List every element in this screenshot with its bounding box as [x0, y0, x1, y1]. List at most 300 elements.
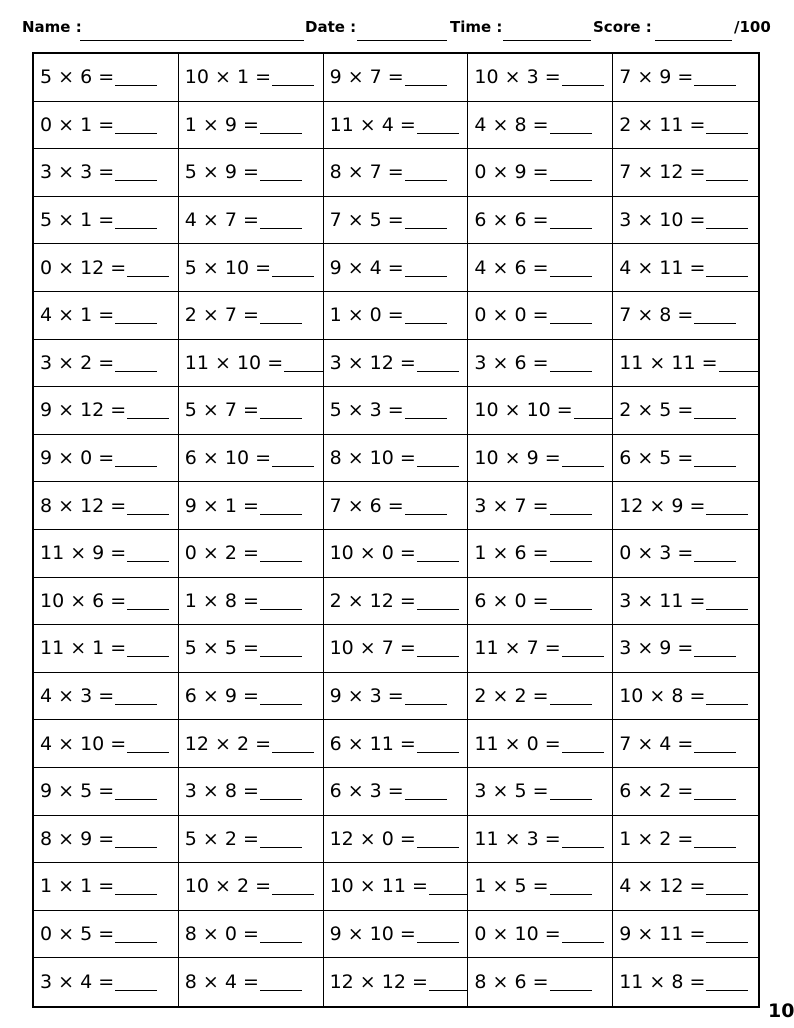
problem-text: 12 × 0 =: [329, 827, 416, 850]
problem-text: 9 × 1 =: [184, 494, 259, 517]
answer-blank[interactable]: [260, 401, 302, 419]
answer-blank[interactable]: [550, 259, 592, 277]
answer-blank[interactable]: [115, 830, 157, 848]
problem-cell: [179, 292, 324, 340]
answer-blank[interactable]: [405, 68, 447, 86]
problem-text: 8 × 10 =: [329, 447, 416, 470]
answer-blank[interactable]: [272, 877, 314, 895]
problem-cell: [324, 197, 469, 245]
problem-cell: [179, 720, 324, 768]
problem-text: 6 × 10 =: [184, 447, 272, 470]
answer-blank[interactable]: [260, 163, 302, 181]
answer-blank[interactable]: [706, 877, 748, 895]
answer-blank[interactable]: [115, 354, 157, 372]
problem-text: 8 × 12 =: [40, 494, 127, 517]
problem-text: 0 × 0 =: [474, 304, 549, 327]
answer-blank[interactable]: [260, 687, 302, 705]
problem-text: 3 × 7 =: [474, 494, 549, 517]
problem-cell: [179, 768, 324, 816]
problem-text: 4 × 1 =: [40, 304, 115, 327]
problem-text: 9 × 5 =: [40, 780, 115, 803]
page-number: 10: [768, 1000, 794, 1022]
problem-text: 1 × 1 =: [40, 875, 115, 898]
answer-blank[interactable]: [260, 544, 302, 562]
problem-cell: [34, 149, 179, 197]
problem-cell: [613, 863, 758, 911]
problem-text: 3 × 9 =: [619, 637, 694, 660]
problem-text: 4 × 7 =: [184, 209, 259, 232]
answer-blank[interactable]: [706, 259, 748, 277]
problem-cell: [324, 625, 469, 673]
problem-cell: [34, 292, 179, 340]
answer-blank[interactable]: [417, 735, 459, 753]
problem-text: 9 × 10 =: [329, 923, 416, 946]
problem-cell: [468, 482, 613, 530]
problem-text: 9 × 12 =: [40, 399, 127, 422]
answer-blank[interactable]: [127, 735, 169, 753]
problem-cell: [34, 768, 179, 816]
problem-cell: [613, 244, 758, 292]
answer-blank[interactable]: [405, 211, 447, 229]
problem-text: 11 × 4 =: [329, 113, 416, 136]
date-field[interactable]: [357, 40, 447, 41]
answer-blank[interactable]: [574, 401, 612, 419]
problem-grid: [32, 52, 760, 1008]
answer-blank[interactable]: [417, 544, 459, 562]
answer-blank[interactable]: [260, 497, 302, 515]
problem-text: 11 × 3 =: [474, 827, 561, 850]
problem-text: 6 × 3 =: [329, 780, 404, 803]
problem-cell: [179, 911, 324, 959]
answer-blank[interactable]: [127, 497, 169, 515]
problem-cell: [179, 102, 324, 150]
answer-blank[interactable]: [417, 830, 459, 848]
problem-text: 5 × 3 =: [329, 399, 404, 422]
answer-blank[interactable]: [127, 639, 169, 657]
problem-cell: [34, 482, 179, 530]
answer-blank[interactable]: [272, 259, 314, 277]
answer-blank[interactable]: [417, 116, 459, 134]
problem-cell: [179, 482, 324, 530]
answer-blank[interactable]: [706, 116, 748, 134]
problem-text: 6 × 5 =: [619, 447, 694, 470]
answer-blank[interactable]: [550, 211, 592, 229]
problem-text: 7 × 5 =: [329, 209, 404, 232]
answer-blank[interactable]: [127, 544, 169, 562]
problem-cell: [34, 816, 179, 864]
answer-blank[interactable]: [562, 830, 604, 848]
problem-cell: [34, 720, 179, 768]
problem-cell: [468, 816, 613, 864]
problem-cell: [34, 197, 179, 245]
problem-cell: [324, 387, 469, 435]
problem-cell: [468, 102, 613, 150]
problem-text: 10 × 7 =: [329, 637, 416, 660]
problem-cell: [468, 292, 613, 340]
answer-blank[interactable]: [550, 163, 592, 181]
problem-text: 4 × 10 =: [40, 732, 127, 755]
problem-text: 2 × 7 =: [184, 304, 259, 327]
answer-blank[interactable]: [405, 259, 447, 277]
problem-text: 8 × 9 =: [40, 827, 115, 850]
problem-cell: [324, 244, 469, 292]
problem-cell: [468, 54, 613, 102]
problem-cell: [34, 530, 179, 578]
problem-text: 8 × 0 =: [184, 923, 259, 946]
problem-cell: [324, 911, 469, 959]
problem-cell: [468, 149, 613, 197]
problem-text: 11 × 11 =: [619, 351, 718, 374]
answer-blank[interactable]: [405, 687, 447, 705]
problem-text: 5 × 10 =: [184, 256, 272, 279]
problem-cell: [324, 340, 469, 388]
problem-text: 7 × 9 =: [619, 66, 694, 89]
answer-blank[interactable]: [115, 925, 157, 943]
answer-blank[interactable]: [719, 354, 759, 372]
problem-cell: [613, 768, 758, 816]
problem-cell: [179, 387, 324, 435]
problem-cell: [468, 387, 613, 435]
answer-blank[interactable]: [706, 211, 748, 229]
problem-text: 1 × 0 =: [329, 304, 404, 327]
answer-blank[interactable]: [706, 973, 748, 991]
time-field[interactable]: [503, 40, 591, 41]
problem-text: 11 × 9 =: [40, 542, 127, 565]
answer-blank[interactable]: [550, 116, 592, 134]
answer-blank[interactable]: [115, 116, 157, 134]
answer-blank[interactable]: [694, 68, 736, 86]
problem-text: 11 × 1 =: [40, 637, 127, 660]
answer-blank[interactable]: [706, 592, 748, 610]
answer-blank[interactable]: [562, 639, 604, 657]
answer-blank[interactable]: [260, 782, 302, 800]
problem-text: 3 × 8 =: [184, 780, 259, 803]
problem-cell: [613, 625, 758, 673]
answer-blank[interactable]: [115, 782, 157, 800]
problem-text: 6 × 2 =: [619, 780, 694, 803]
answer-blank[interactable]: [405, 163, 447, 181]
answer-blank[interactable]: [260, 639, 302, 657]
problem-text: 10 × 8 =: [619, 685, 706, 708]
problem-text: 5 × 7 =: [184, 399, 259, 422]
problem-cell: [468, 197, 613, 245]
problem-cell: [34, 102, 179, 150]
answer-blank[interactable]: [127, 401, 169, 419]
problem-text: 8 × 4 =: [184, 971, 259, 994]
problem-text: 10 × 2 =: [184, 875, 272, 898]
answer-blank[interactable]: [429, 973, 467, 991]
problem-text: 10 × 11 =: [329, 875, 428, 898]
problem-text: 2 × 11 =: [619, 113, 706, 136]
problem-cell: [34, 387, 179, 435]
answer-blank[interactable]: [284, 354, 322, 372]
problem-cell: [179, 673, 324, 721]
answer-blank[interactable]: [562, 735, 604, 753]
problem-cell: [468, 958, 613, 1006]
problem-text: 5 × 2 =: [184, 827, 259, 850]
problem-cell: [324, 578, 469, 626]
problem-text: 0 × 9 =: [474, 161, 549, 184]
time-label: Time :: [450, 18, 503, 36]
problem-text: 2 × 2 =: [474, 685, 549, 708]
problem-cell: [613, 387, 758, 435]
answer-blank[interactable]: [694, 449, 736, 467]
problem-text: 4 × 12 =: [619, 875, 706, 898]
answer-blank[interactable]: [694, 782, 736, 800]
problem-cell: [179, 578, 324, 626]
answer-blank[interactable]: [694, 306, 736, 324]
answer-blank[interactable]: [260, 116, 302, 134]
problem-cell: [34, 244, 179, 292]
problem-cell: [613, 816, 758, 864]
answer-blank[interactable]: [550, 687, 592, 705]
problem-cell: [179, 197, 324, 245]
problem-cell: [613, 292, 758, 340]
problem-text: 4 × 3 =: [40, 685, 115, 708]
answer-blank[interactable]: [115, 163, 157, 181]
problem-text: 0 × 10 =: [474, 923, 561, 946]
problem-text: 3 × 3 =: [40, 161, 115, 184]
problem-cell: [613, 435, 758, 483]
problem-cell: [468, 435, 613, 483]
problem-cell: [34, 863, 179, 911]
problem-cell: [324, 530, 469, 578]
problem-cell: [468, 578, 613, 626]
answer-blank[interactable]: [706, 925, 748, 943]
problem-cell: [468, 244, 613, 292]
problem-text: 5 × 9 =: [184, 161, 259, 184]
problem-text: 2 × 5 =: [619, 399, 694, 422]
answer-blank[interactable]: [706, 687, 748, 705]
problem-cell: [179, 340, 324, 388]
problem-cell: [179, 530, 324, 578]
problem-text: 7 × 4 =: [619, 732, 694, 755]
answer-blank[interactable]: [550, 973, 592, 991]
problem-text: 7 × 12 =: [619, 161, 706, 184]
problem-cell: [179, 435, 324, 483]
problem-cell: [34, 54, 179, 102]
answer-blank[interactable]: [417, 354, 459, 372]
answer-blank[interactable]: [550, 782, 592, 800]
problem-text: 4 × 6 =: [474, 256, 549, 279]
problem-cell: [468, 673, 613, 721]
answer-blank[interactable]: [272, 735, 314, 753]
problem-cell: [468, 863, 613, 911]
problem-text: 10 × 6 =: [40, 589, 127, 612]
problem-cell: [468, 768, 613, 816]
answer-blank[interactable]: [694, 735, 736, 753]
problem-cell: [613, 149, 758, 197]
answer-blank[interactable]: [260, 211, 302, 229]
problem-cell: [613, 102, 758, 150]
answer-blank[interactable]: [115, 973, 157, 991]
answer-blank[interactable]: [706, 497, 748, 515]
answer-blank[interactable]: [429, 877, 467, 895]
problem-cell: [34, 673, 179, 721]
problem-cell: [324, 863, 469, 911]
problem-cell: [613, 673, 758, 721]
problem-text: 5 × 1 =: [40, 209, 115, 232]
score-field[interactable]: [655, 40, 732, 41]
problem-cell: [179, 54, 324, 102]
answer-blank[interactable]: [550, 544, 592, 562]
answer-blank[interactable]: [706, 163, 748, 181]
answer-blank[interactable]: [115, 449, 157, 467]
problem-text: 1 × 5 =: [474, 875, 549, 898]
answer-blank[interactable]: [562, 449, 604, 467]
problem-cell: [324, 435, 469, 483]
problem-text: 11 × 7 =: [474, 637, 561, 660]
name-field[interactable]: [80, 40, 304, 41]
problem-cell: [468, 911, 613, 959]
answer-blank[interactable]: [405, 401, 447, 419]
answer-blank[interactable]: [417, 925, 459, 943]
problem-text: 4 × 8 =: [474, 113, 549, 136]
answer-blank[interactable]: [550, 592, 592, 610]
answer-blank[interactable]: [550, 306, 592, 324]
answer-blank[interactable]: [417, 639, 459, 657]
problem-cell: [613, 720, 758, 768]
problem-text: 3 × 10 =: [619, 209, 706, 232]
problem-text: 9 × 7 =: [329, 66, 404, 89]
problem-text: 1 × 2 =: [619, 827, 694, 850]
problem-cell: [613, 911, 758, 959]
problem-text: 9 × 11 =: [619, 923, 706, 946]
problem-cell: [468, 340, 613, 388]
problem-cell: [468, 530, 613, 578]
answer-blank[interactable]: [694, 401, 736, 419]
answer-blank[interactable]: [694, 639, 736, 657]
answer-blank[interactable]: [127, 259, 169, 277]
answer-blank[interactable]: [115, 306, 157, 324]
problem-text: 11 × 10 =: [184, 351, 284, 374]
answer-blank[interactable]: [550, 354, 592, 372]
answer-blank[interactable]: [272, 449, 314, 467]
problem-text: 5 × 5 =: [184, 637, 259, 660]
problem-text: 5 × 6 =: [40, 66, 115, 89]
problem-text: 8 × 7 =: [329, 161, 404, 184]
answer-blank[interactable]: [260, 306, 302, 324]
problem-text: 8 × 6 =: [474, 971, 549, 994]
problem-text: 1 × 6 =: [474, 542, 549, 565]
answer-blank[interactable]: [562, 68, 604, 86]
problem-cell: [179, 958, 324, 1006]
answer-blank[interactable]: [417, 449, 459, 467]
problem-text: 6 × 6 =: [474, 209, 549, 232]
problem-text: 6 × 11 =: [329, 732, 416, 755]
problem-cell: [179, 863, 324, 911]
problem-text: 12 × 9 =: [619, 494, 706, 517]
answer-blank[interactable]: [694, 830, 736, 848]
problem-cell: [179, 149, 324, 197]
worksheet-header: [0, 14, 794, 46]
problem-text: 4 × 11 =: [619, 256, 706, 279]
answer-blank[interactable]: [115, 68, 157, 86]
problem-cell: [613, 54, 758, 102]
answer-blank[interactable]: [115, 687, 157, 705]
answer-blank[interactable]: [562, 925, 604, 943]
problem-text: 9 × 3 =: [329, 685, 404, 708]
answer-blank[interactable]: [115, 211, 157, 229]
problem-text: 9 × 4 =: [329, 256, 404, 279]
problem-text: 1 × 9 =: [184, 113, 259, 136]
answer-blank[interactable]: [405, 306, 447, 324]
problem-text: 11 × 0 =: [474, 732, 561, 755]
problem-cell: [613, 578, 758, 626]
problem-cell: [468, 625, 613, 673]
problem-text: 0 × 12 =: [40, 256, 127, 279]
problem-text: 0 × 3 =: [619, 542, 694, 565]
date-label: Date :: [305, 18, 357, 36]
answer-blank[interactable]: [260, 830, 302, 848]
problem-text: 7 × 8 =: [619, 304, 694, 327]
problem-cell: [179, 625, 324, 673]
answer-blank[interactable]: [694, 544, 736, 562]
problem-text: 1 × 8 =: [184, 589, 259, 612]
problem-text: 0 × 5 =: [40, 923, 115, 946]
problem-cell: [613, 958, 758, 1006]
problem-text: 3 × 6 =: [474, 351, 549, 374]
problem-text: 10 × 1 =: [184, 66, 272, 89]
problem-cell: [324, 768, 469, 816]
answer-blank[interactable]: [260, 973, 302, 991]
problem-cell: [324, 292, 469, 340]
answer-blank[interactable]: [260, 592, 302, 610]
answer-blank[interactable]: [127, 592, 169, 610]
problem-cell: [324, 958, 469, 1006]
problem-cell: [179, 816, 324, 864]
answer-blank[interactable]: [260, 925, 302, 943]
answer-blank[interactable]: [417, 592, 459, 610]
problem-cell: [468, 720, 613, 768]
problem-text: 3 × 5 =: [474, 780, 549, 803]
problem-cell: [34, 911, 179, 959]
problem-cell: [179, 244, 324, 292]
problem-cell: [34, 625, 179, 673]
answer-blank[interactable]: [115, 877, 157, 895]
problem-text: 9 × 0 =: [40, 447, 115, 470]
name-label: Name :: [22, 18, 82, 36]
answer-blank[interactable]: [550, 877, 592, 895]
problem-cell: [613, 482, 758, 530]
problem-cell: [324, 102, 469, 150]
problem-cell: [34, 340, 179, 388]
problem-cell: [324, 816, 469, 864]
problem-cell: [34, 958, 179, 1006]
problem-text: 11 × 8 =: [619, 971, 706, 994]
problem-text: 12 × 2 =: [184, 732, 272, 755]
problem-cell: [324, 482, 469, 530]
problem-cell: [613, 530, 758, 578]
problem-cell: [324, 720, 469, 768]
answer-blank[interactable]: [405, 782, 447, 800]
score-total: /100: [734, 18, 771, 36]
problem-text: 10 × 10 =: [474, 399, 573, 422]
answer-blank[interactable]: [550, 497, 592, 515]
answer-blank[interactable]: [405, 497, 447, 515]
problem-text: 7 × 6 =: [329, 494, 404, 517]
problem-text: 10 × 0 =: [329, 542, 416, 565]
problem-text: 6 × 9 =: [184, 685, 259, 708]
problem-cell: [34, 435, 179, 483]
problem-text: 10 × 3 =: [474, 66, 561, 89]
answer-blank[interactable]: [272, 68, 314, 86]
problem-text: 3 × 4 =: [40, 971, 115, 994]
problem-cell: [324, 673, 469, 721]
problem-cell: [613, 340, 758, 388]
problem-text: 3 × 2 =: [40, 351, 115, 374]
problem-cell: [324, 54, 469, 102]
